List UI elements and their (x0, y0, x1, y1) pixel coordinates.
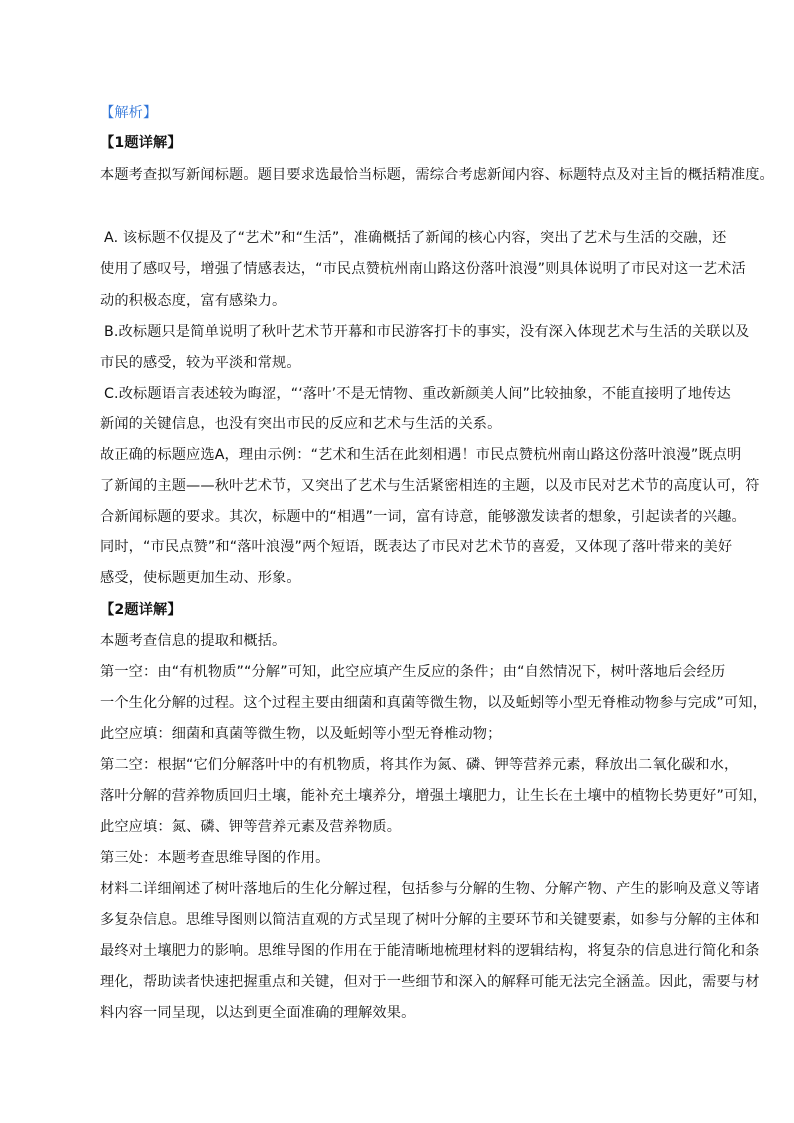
q2-blank3-line-4: 理化，帮助读者快速把握重点和关键，但对于一些细节和深入的解释可能无法完全涵盖。因此，需要与材 (100, 974, 760, 990)
q1-option-a-line-3: 动的积极态度，富有感染力。 (100, 293, 287, 309)
q2-intro: 本题考查信息的提取和概括。 (100, 633, 287, 649)
analysis-tag: 【解析】 (100, 105, 158, 121)
q2-blank3-line-2: 多复杂信息。思维导图则以简洁直观的方式呈现了树叶分解的主要环节和关键要素，如参与分解的主体和 (100, 912, 760, 928)
q2-blank2-line-2: 落叶分解的营养物质回归土壤，能补充土壤养分，增强土壤肥力，让生长在土壤中的植物长势更好”可知， (100, 788, 768, 804)
q2-blank2-line-3: 此空应填：氮、磷、钾等营养元素及营养物质。 (100, 819, 402, 835)
q2-heading: 【2题详解】 (100, 602, 182, 618)
q1-conclusion-line-2: 了新闻的主题——秋叶艺术节，又突出了艺术与生活紧密相连的主题，以及市民对艺术节的高度认可，符 (100, 478, 760, 494)
q2-blank3-line-3: 最终对土壤肥力的影响。思维导图的作用在于能清晰地梳理材料的逻辑结构，将复杂的信息进行简化和条 (100, 943, 760, 959)
q2-blank3-intro: 第三处：本题考查思维导图的作用。 (100, 850, 330, 866)
q1-option-b-line-1: B.改标题只是简单说明了秋叶艺术节开幕和市民游客打卡的事实，没有深入体现艺术与生活的关联以及 (104, 324, 750, 340)
q1-intro: 本题考查拟写新闻标题。题目要求选最恰当标题，需综合考虑新闻内容、标题特点及对主旨的概括精准度。 (100, 167, 774, 183)
q2-blank1-line-3: 此空应填：细菌和真菌等微生物，以及蚯蚓等小型无脊椎动物； (100, 726, 502, 742)
q2-blank2-line-1: 第二空：根据“它们分解落叶中的有机物质，将其作为氮、磷、钾等营养元素，释放出二氧化碳和水， (100, 757, 739, 773)
q1-option-c-line-1: C.改标题语言表述较为晦涩，“‘落叶’不是无情物、重改新颜美人间”比较抽象，不能直接明了地传达 (104, 386, 731, 402)
q1-option-c-line-2: 新闻的关键信息，也没有突出市民的反应和艺术与生活的关系。 (100, 416, 502, 432)
q1-conclusion-line-3: 合新闻标题的要求。其次，标题中的“相遇”一词，富有诗意，能够激发读者的想象，引起读者的兴趣。 (100, 509, 746, 525)
q2-blank1-line-2: 一个生化分解的过程。这个过程主要由细菌和真菌等微生物，以及蚯蚓等小型无脊椎动物参与完成”可知， (100, 695, 768, 711)
q2-blank3-line-5: 料内容一同呈现，以达到更全面准确的理解效果。 (100, 1005, 416, 1021)
q1-heading: 【1题详解】 (100, 135, 182, 151)
q1-conclusion-line-1: 故正确的标题应选A，理由示例：“艺术和生活在此刻相遇！市民点赞杭州南山路这份落叶浪漫”既点明 (100, 447, 742, 463)
q1-conclusion-line-5: 感受，使标题更加生动、形象。 (100, 570, 301, 586)
q1-option-b-line-2: 市民的感受，较为平淡和常规。 (100, 355, 301, 371)
q1-option-a-line-1: A. 该标题不仅提及了“艺术”和“生活”，准确概括了新闻的核心内容，突出了艺术与生活的交融，还 (104, 230, 727, 246)
q1-conclusion-line-4: 同时，“市民点赞”和“落叶浪漫”两个短语，既表达了市民对艺术节的喜爱，又体现了落叶带来的美好 (100, 539, 733, 555)
q1-option-a-line-2: 使用了感叹号，增强了情感表达，“市民点赞杭州南山路这份落叶浪漫”则具体说明了市民对这一艺术活 (100, 261, 746, 277)
q2-blank1-line-1: 第一空：由“有机物质”“分解”可知，此空应填产生反应的条件；由“自然情况下，树叶落地后会经历 (100, 664, 726, 680)
q2-blank3-line-1: 材料二详细阐述了树叶落地后的生化分解过程，包括参与分解的生物、分解产物、产生的影响及意义等诸 (100, 881, 760, 897)
